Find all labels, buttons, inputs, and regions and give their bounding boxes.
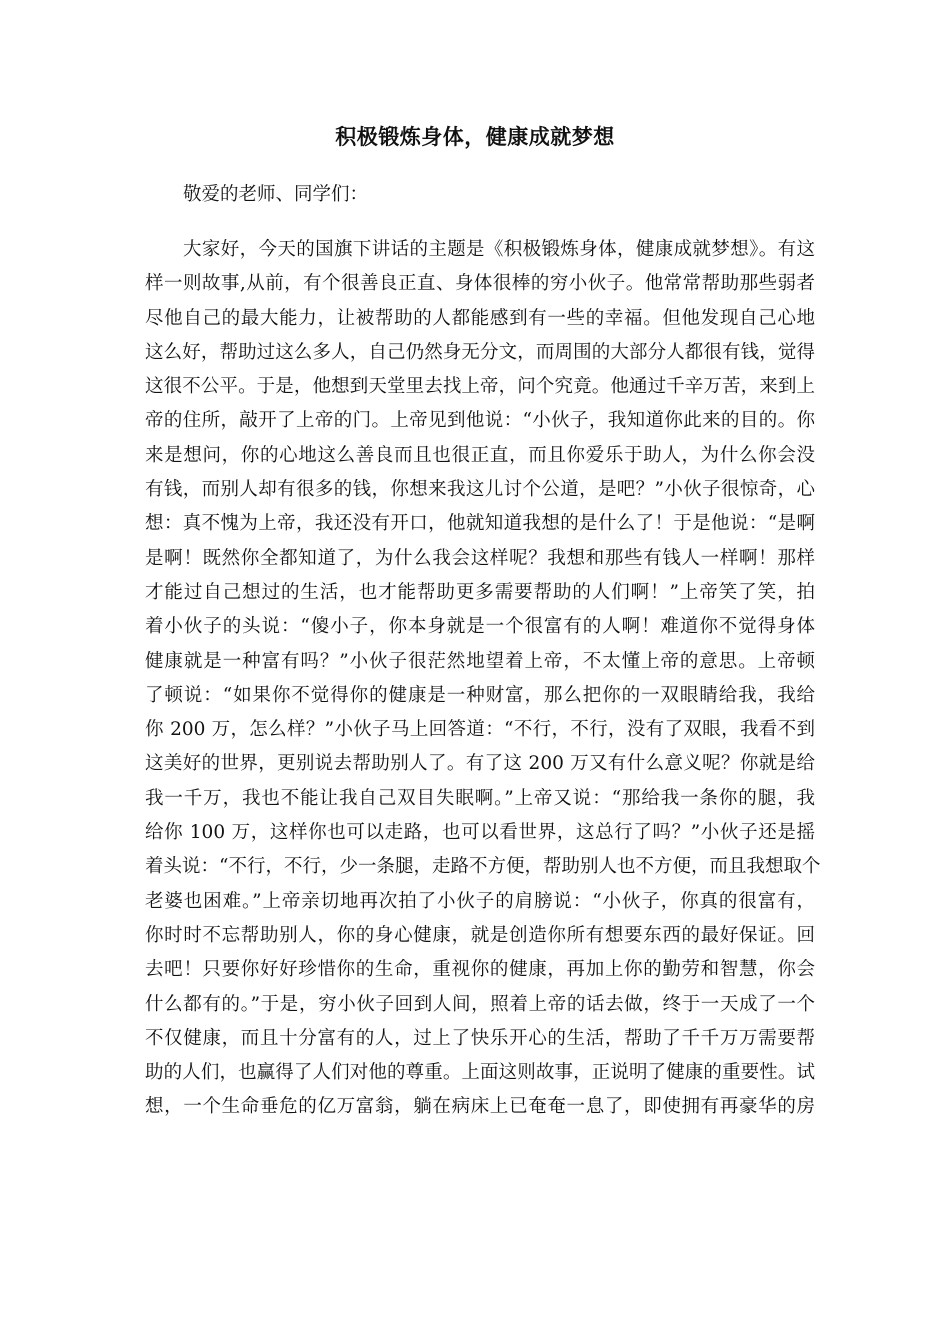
body-line: 助的人们，也赢得了人们对他的尊重。上面这则故事，正说明了健康的重要性。试 [145, 1062, 815, 1084]
body-line: 我一千万，我也不能让我自己双目失眠啊。”上帝又说：“那给我一条你的腿，我 [145, 787, 815, 809]
body-text [145, 233, 821, 1125]
body-line: 不仅健康，而且十分富有的人，过上了快乐开心的生活，帮助了千千万万需要帮 [145, 1027, 815, 1049]
body-line: 这很不公平。于是，他想到天堂里去找上帝，问个究竟。他通过千辛万苦，来到上 [145, 376, 815, 398]
body-line: 来是想问，你的心地这么善良而且也很正直，而且你爱乐于助人，为什么你会没 [145, 444, 815, 466]
body-line: 老婆也困难。”上帝亲切地再次拍了小伙子的肩膀说：“小伙子，你真的很富有， [145, 890, 815, 912]
body-line: 样一则故事,从前，有个很善良正直、身体很棒的穷小伙子。他常常帮助那些弱者 [145, 273, 815, 295]
body-line: 才能过自己想过的生活，也才能帮助更多需要帮助的人们啊！”上帝笑了笑，拍 [145, 581, 815, 603]
body-line: 什么都有的。”于是，穷小伙子回到人间，照着上帝的话去做，终于一天成了一个 [145, 993, 815, 1015]
body-line: 这美好的世界，更别说去帮助别人了。有了这 200 万又有什么意义呢？你就是给 [145, 753, 815, 775]
body-line: 有钱，而别人却有很多的钱，你想来我这儿讨个公道，是吧？”小伙子很惊奇，心 [145, 479, 815, 501]
body-line: 是啊！既然你全都知道了，为什么我会这样呢？我想和那些有钱人一样啊！那样 [145, 547, 815, 569]
body-line: 着头说：“不行，不行，少一条腿，走路不方便，帮助别人也不方便，而且我想取个 [145, 856, 821, 878]
body-line: 尽他自己的最大能力，让被帮助的人都能感到有一些的幸福。但他发现自己心地 [145, 307, 815, 329]
body-line: 想：真不愧为上帝，我还没有开口，他就知道我想的是什么了！于是他说：“是啊 [145, 513, 815, 535]
salutation: 敬爱的老师、同学们： [183, 184, 369, 205]
body-line: 去吧！只要你好好珍惜你的生命，重视你的健康，再加上你的勤劳和智慧，你会 [145, 959, 815, 981]
document-title: 积极锻炼身体，健康成就梦想 [335, 124, 615, 149]
body-line: 帝的住所，敲开了上帝的门。上帝见到他说：“小伙子，我知道你此来的目的。你 [145, 410, 815, 432]
body-line: 给你 100 万，这样你也可以走路，也可以看世界，这总行了吗？”小伙子还是摇 [145, 822, 815, 844]
body-line: 这么好，帮助过这么多人，自己仍然身无分文，而周围的大部分人都很有钱，觉得 [145, 341, 815, 363]
body-line: 了顿说：“如果你不觉得你的健康是一种财富，那么把你的一双眼睛给我，我给 [145, 684, 815, 706]
body-line: 着小伙子的头说：“傻小子，你本身就是一个很富有的人啊！难道你不觉得身体 [145, 616, 815, 638]
body-line: 想，一个生命垂危的亿万富翁，躺在病床上已奄奄一息了，即使拥有再豪华的房 [145, 1096, 815, 1118]
body-line: 健康就是一种富有吗？”小伙子很茫然地望着上帝，不太懂上帝的意思。上帝顿 [145, 650, 815, 672]
body-line: 你 200 万，怎么样？”小伙子马上回答道：“不行，不行，没有了双眼，我看不到 [145, 719, 815, 741]
body-line: 你时时不忘帮助别人，你的身心健康，就是创造你所有想要东西的最好保证。回 [145, 924, 815, 946]
body-line: 大家好，今天的国旗下讲话的主题是《积极锻炼身体，健康成就梦想》。有这 [183, 239, 815, 260]
